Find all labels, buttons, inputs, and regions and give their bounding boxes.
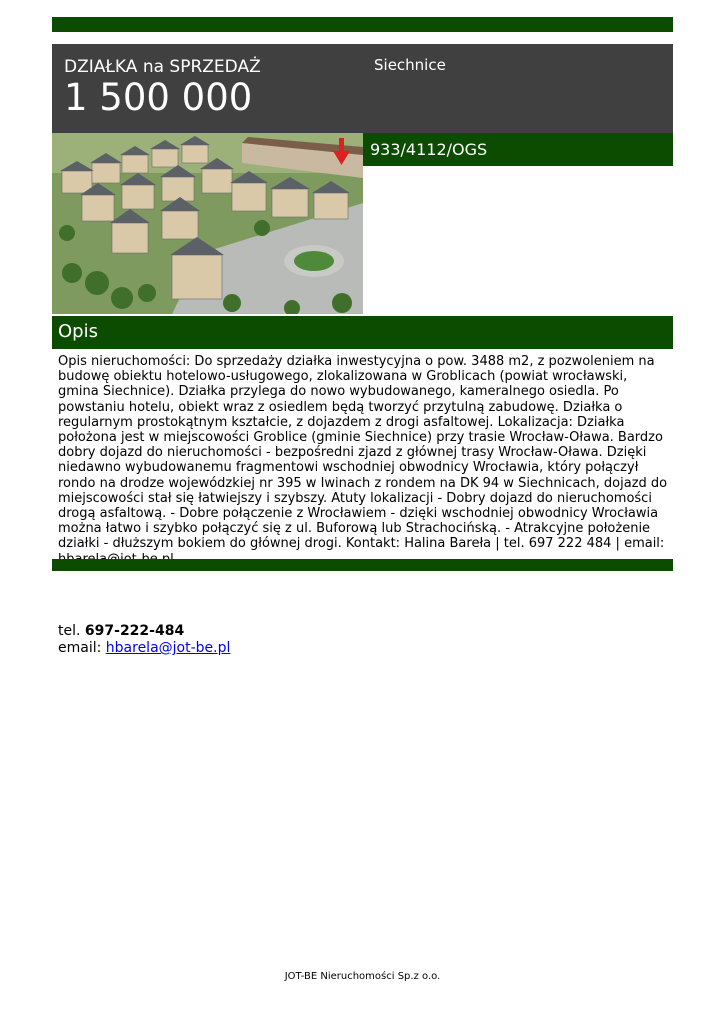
reference-number: 933/4112/OGS xyxy=(370,140,488,159)
contact-block xyxy=(58,623,230,657)
price: 1 500 000 xyxy=(64,76,253,119)
top-accent-bar xyxy=(52,17,673,32)
property-photo xyxy=(52,133,363,314)
email-label: email: xyxy=(58,640,102,656)
description-text: Opis nieruchomości: Do sprzedaży działka inwestycyjna o pow. 3488 m2, z pozwoleniem na budowę obiektu hotelowo-usługowego, zlokalizowana w Groblicach (powiat wrocławski, gmina Siechnice). Działka przylega do nowo wybudowanego, kameralnego osiedla. Po powstaniu hotelu, obiekt wraz z osiedlem będą tworzyć przytulną zabudowę. Działka o regularnym prostokątnym kształcie, z dojazdem z drogi asfaltowej. Lokalizacja: Działka położona jest w miejscowości Groblice (gminie Siechnice) przy trasie Wrocław-Oława. Bardzo dobry dojazd do nieruchomości - bezpośredni zjazd z głównej trasy Wrocław-Oława. Dzięki niedawno wybudowanemu fragmentowi wschodniej obwodnicy Wrocławia, który połączył rondo na drodze wojewódzkiej nr 395 w Iwinach z rondem na DK 94 w Siechnicach, dojazd do miejscowości stał się łatwiejszy i szybszy. Atuty lokalizacji - Dobry dojazd do nieruchomości drogą asfaltową. - Dobre połączenie z Wrocławiem - dzięki wschodniej obwodnicy Wrocławia można łatwo i szybko połączyć się z ul. Buforową lub Strachocińską. - Atrakcyjne położenie działki - dłuższym bokiem do głównej drogi. Kontakt: Halina Bareła | tel. 697 222 484 | email: xyxy=(58,354,668,552)
reference-bar xyxy=(363,133,673,166)
offer-type: DZIAŁKA na SPRZEDAŻ xyxy=(64,57,261,77)
footer-company: JOT-BE Nieruchomości Sp.z o.o. xyxy=(284,971,441,982)
email-link[interactable]: hbarela@jot-be.pl xyxy=(105,640,231,656)
phone-line xyxy=(58,623,230,640)
description-section-header xyxy=(52,316,673,349)
location: Siechnice xyxy=(374,56,446,74)
phone-label: tel. xyxy=(58,623,81,639)
section-title: Opis xyxy=(58,321,98,342)
phone-number: 697-222-484 xyxy=(84,623,185,639)
bottom-accent-bar xyxy=(52,559,673,571)
listing-header xyxy=(52,44,673,133)
email-line xyxy=(58,640,230,657)
